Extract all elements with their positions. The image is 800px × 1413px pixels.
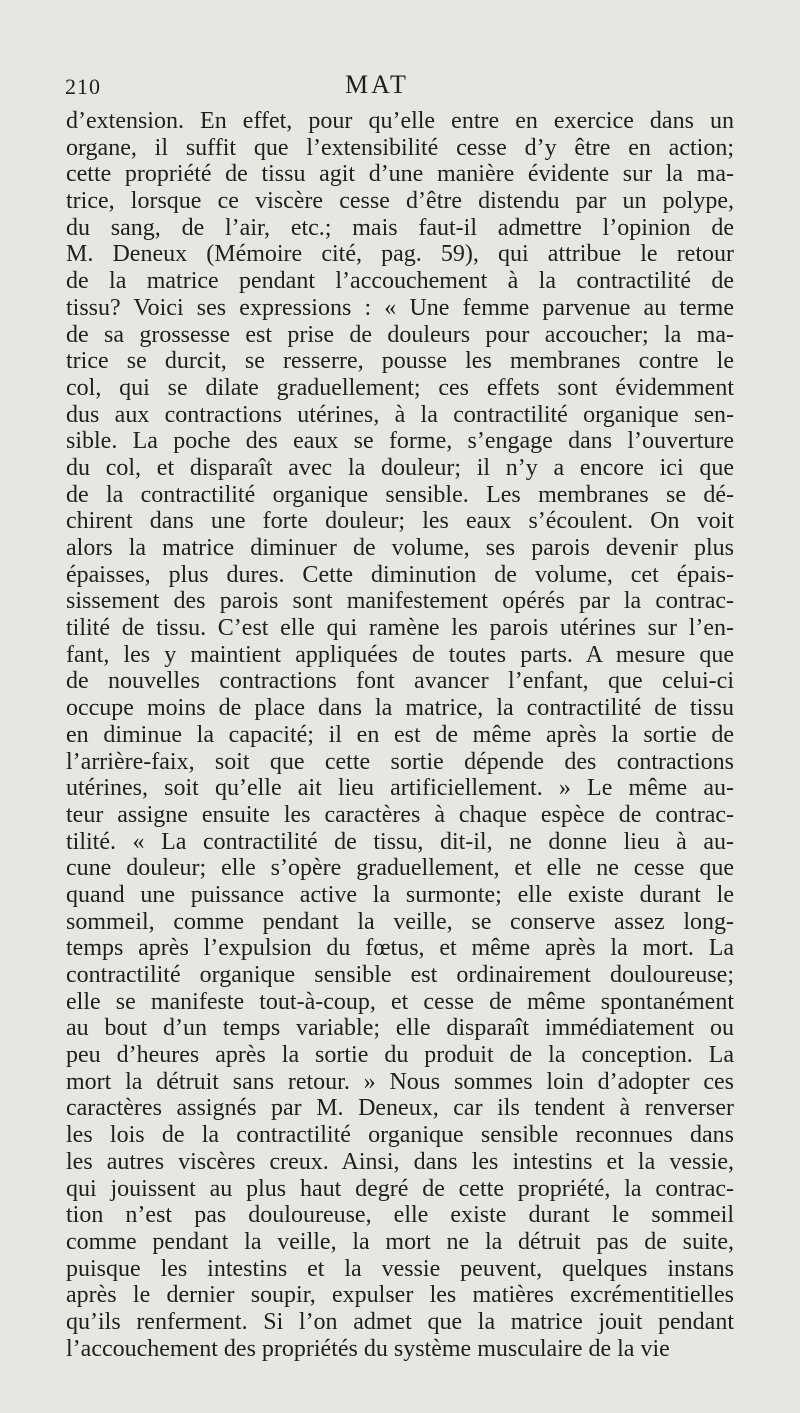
text-line: occupe moins de place dans la matrice, la contractilité de tissu [66, 695, 734, 722]
text-line: d’extension. En effet, pour qu’elle entre en exercice dans un [66, 108, 734, 134]
text-line: au bout d’un temps variable; elle disparaît immédiatement ou [66, 1015, 734, 1042]
text-line: après le dernier soupir, expulser les matières excrémentitielles [66, 1282, 734, 1309]
text-line: épaisses, plus dures. Cette diminution de volume, cet épais- [66, 561, 734, 588]
text-line: du sang, de l’air, etc.; mais faut-il admettre l’opinion de [66, 214, 734, 241]
text-line: dus aux contractions utérines, à la contractilité organique sen- [66, 401, 734, 428]
text-line: en diminue la capacité; il en est de même après la sortie de [66, 721, 734, 748]
text-line: trice se durcit, se resserre, pousse les membranes contre le [66, 348, 734, 375]
text-line: l’arrière-faix, soit que cette sortie dépende des contractions [66, 748, 734, 775]
text-line: cune douleur; elle s’opère graduellement, et elle ne cesse que [66, 855, 734, 882]
text-line: sommeil, comme pendant la veille, se conserve assez long- [66, 908, 734, 935]
text-line: contractilité organique sensible est ordinairement douloureuse; [66, 962, 734, 988]
text-line: trice, lorsque ce viscère cesse d’être distendu par un polype, [66, 188, 734, 215]
text-line: col, qui se dilate graduellement; ces effets sont évidemment [66, 374, 734, 401]
text-line: alors la matrice diminuer de volume, ses parois devenir plus [66, 535, 734, 561]
page-number: 210 [65, 74, 101, 99]
text-line: qui jouissent au plus haut degré de cette propriété, la contrac- [66, 1175, 734, 1202]
text-line: chirent dans une forte douleur; les eaux s’écoulent. On voit [66, 508, 734, 535]
text-line: quand une puissance active la surmonte; elle existe durant le [66, 881, 734, 908]
text-line: tissu? Voici ses expressions : « Une femme parvenue au terme [66, 294, 734, 321]
text-line: puisque les intestins et la vessie peuvent, quelques instans [66, 1255, 734, 1282]
text-line: tion n’est pas douloureuse, elle existe durant le sommeil [66, 1202, 734, 1229]
text-line: sissement des parois sont manifestement opérés par la contrac- [66, 588, 734, 615]
text-line: teur assigne ensuite les caractères à chaque espèce de contrac- [66, 801, 734, 828]
text-line: elle se manifeste tout-à-coup, et cesse de même spontanément [66, 988, 734, 1015]
text-line: fant, les y maintient appliquées de toutes parts. A mesure que [66, 641, 734, 668]
text-line: tilité de tissu. C’est elle qui ramène les parois utérines sur l’en- [66, 615, 734, 642]
text-line: du col, et disparaît avec la douleur; il n’y a encore ici que [66, 454, 734, 481]
text-line: de sa grossesse est prise de douleurs pour accoucher; la ma- [66, 321, 734, 348]
text-line: les lois de la contractilité organique sensible reconnues dans [66, 1122, 734, 1149]
text-line: temps après l’expulsion du fœtus, et même après la mort. La [66, 935, 734, 962]
text-line: qu’ils renferment. Si l’on admet que la matrice jouit pendant [66, 1308, 734, 1335]
text-line: de nouvelles contractions font avancer l’enfant, que celui-ci [66, 668, 734, 695]
running-head: MAT [345, 70, 409, 99]
text-line: comme pendant la veille, la mort ne la détruit pas de suite, [66, 1228, 734, 1255]
text-line: de la contractilité organique sensible. Les membranes se dé- [66, 481, 734, 508]
text-line: sible. La poche des eaux se forme, s’engage dans l’ouverture [66, 428, 734, 455]
text-line: M. Deneux (Mémoire cité, pag. 59), qui attribue le retour [66, 241, 734, 268]
text-line: tilité. « La contractilité de tissu, dit-il, ne donne lieu à au- [66, 828, 734, 855]
text-line: peu d’heures après la sortie du produit de la conception. La [66, 1042, 734, 1069]
text-line: caractères assignés par M. Deneux, car ils tendent à renverser [66, 1095, 734, 1122]
text-line: utérines, soit qu’elle ait lieu artificiellement. » Le même au- [66, 775, 734, 802]
text-line: mort la détruit sans retour. » Nous sommes loin d’adopter ces [66, 1068, 734, 1095]
text-line: de la matrice pendant l’accouchement à la contractilité de [66, 268, 734, 295]
text-line: l’accouchement des propriétés du système musculaire de la vie [66, 1335, 670, 1362]
text-line: cette propriété de tissu agit d’une manière évidente sur la ma- [66, 161, 734, 188]
text-line: les autres viscères creux. Ainsi, dans les intestins et la vessie, [66, 1148, 734, 1175]
body-text [66, 108, 734, 1362]
text-line: organe, il suffit que l’extensibilité cesse d’y être en action; [66, 134, 734, 161]
